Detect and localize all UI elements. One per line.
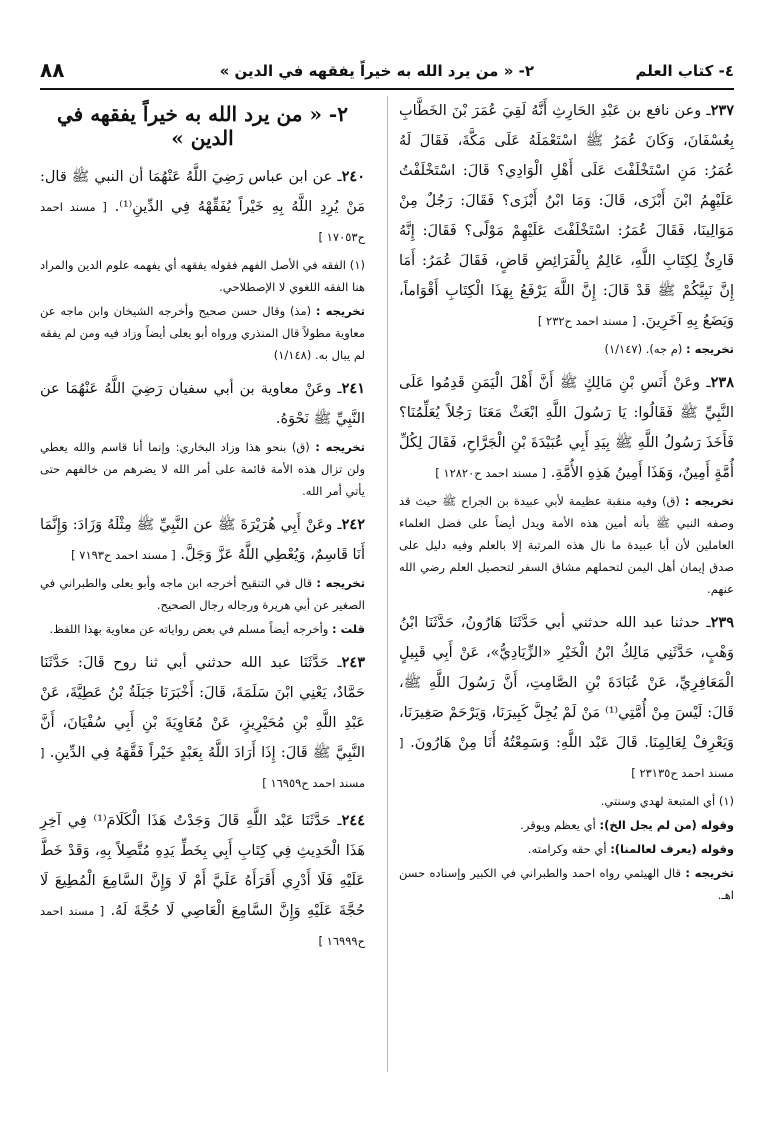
hadith-text: [40, 648, 365, 798]
hadith-entry: [40, 648, 365, 798]
hadith-reference: [ مسند احمد ح١٦٩٥٩ ]: [40, 746, 365, 790]
hadith-number: ٢٤٠: [341, 168, 365, 185]
footnote-text: (١) أي المتبعة لهدي وسنتي.: [600, 794, 734, 808]
hadith-number: ٢٤١: [341, 380, 365, 397]
footnote-text: وأخرجه أيضاً مسلم في بعض رواياته عن معاوية بهذا اللفظ.: [49, 622, 329, 636]
footnote: [40, 572, 365, 616]
footnote: [40, 436, 365, 502]
hadith-entry: [40, 162, 365, 366]
hadith-body: ـ حَدَّثَنَا عبد الله حدثني أبي ثنا روح قَالَ: حَدَّثَنَا حَمَّادٌ، يَعْنِي ابْنَ سَلَمَةَ، قَالَ: أَخْبَرَنَا جَبَلَةُ بْنُ عَطِيَّةَ، عَنْ عَبْدِ اللَّهِ بْنِ مُحَيْرِيزٍ، عَنْ مُعَاوِيَةَ بْنِ أَبِي سُفْيَانَ، أَنَّ النَّبِيَّ ﷺ قَالَ: إِذَا أَرَادَ اللَّهُ بِعَبْدٍ خَيْراً فَقَّهَهُ فِي الدِّينِ.: [40, 655, 366, 761]
hadith-body: ـ وعن نافع بن عَبْدِ الحَارِثِ أَنَّهُ لَقِيَ عُمَرَ بْنَ الخَطَّابِ بِعُسْفَانَ، وَكَانَ عُمَرُ ﷺ اسْتَعْمَلَهُ عَلَى مَكَّةَ، فَقَالَ لَهُ عُمَرُ: مَنِ اسْتَخْلَفْتَ عَلَى أَهْلِ الْوَادِي؟ قَالَ: اسْتَخْلَفْتُ عَلَيْهِمُ ابْنَ أَبْزَى، قَالَ: وَمَا ابْنُ أَبْزَى؟ فَقَالَ: رَجُلٌ مِنْ مَوَالِينَا، فَقَالَ عُمَرُ: اسْتَخْلَفْتَ عَلَيْهِمْ مَوْلًى؟ فَقَالَ: إِنَّهُ قَارِئٌ لِكِتَابِ اللَّهِ، عَالِمٌ بِالْفَرَائِضِ قَاضٍ، فَقَالَ عُمَرُ: أَمَا إِنَّ نَبِيَّكُمْ ﷺ قَدْ قَالَ: إِنَّ اللَّهَ يَرْفَعُ بِهَذَا الْكِتَابِ أَقْوَاماً، وَيَضَعُ بِهِ آخَرِينَ.: [399, 103, 734, 329]
hadith-number: ٢٤٢: [341, 516, 365, 533]
footnote-text: قال في التنقيح أخرجه ابن ماجه وأبو يعلى والطبراني في الصغير عن أبي هريرة ورجاله رجال الصحيح.: [40, 576, 365, 612]
hadith-reference: [ مسند احمد ح٢٣٢ ]: [537, 314, 637, 328]
hadith-entry: [40, 806, 365, 956]
footnote-text: (م جه). (١/١٤٧): [604, 342, 683, 356]
running-header: [40, 58, 734, 84]
footnote-text: (١) الفقه في الأصل الفهم فقوله يفقهه أي يفهمه علوم الدين والمراد هنا الفقه اللغوي لا الإصطلاحي.: [40, 258, 365, 294]
footnote-text: (مذ) وقال حسن صحيح وأخرجه الشيخان وابن ماجه عن معاوية مطولاً قال المنذري ورواه أبو يعلى أيضاً وزاد فيه ومن لم يفقه لم يبال به. (١/١٤٨): [40, 304, 365, 362]
footnote-label: وقوله (من لم يجل الخ):: [599, 818, 734, 832]
footnote-label: تخريجه :: [315, 440, 365, 454]
footnote: [399, 838, 734, 860]
footnote-label: تخريجه :: [684, 494, 734, 508]
hadith-text: [40, 374, 365, 434]
footnote: [40, 618, 365, 640]
hadith-body: ـ حدثنا عبد الله حدثني أبي حَدَّثَنَا هَارُونُ، حَدَّثَنَا ابْنُ وَهْبٍ، حَدَّثَنِي مَالِكُ ابْنُ الْخَيْرِ «الزِّيَادِيُّ»، عَنْ أَبِي قَبِيلٍ الْمَعَافِرِيِّ، عَنْ عُبَادَةَ بْنِ الصَّامِتِ، أَنَّ رَسُولَ اللَّهِ ﷺ، قَالَ: لَيْسَ مِنْ أُمَّتِي⁽¹⁾ مَنْ لَمْ يُجِلَّ كَبِيرَنَا، وَيَرْحَمْ صَغِيرَنَا، وَيَعْرِفْ لِعَالِمِنَا. قَالَ عَبْد اللَّهِ: وَسَمِعْتُهُ أَنَا مِنْ هَارُونَ.: [399, 615, 735, 751]
left-column: [40, 96, 365, 964]
footnote-label: تخريجه :: [686, 342, 734, 356]
hadith-entry: [399, 608, 734, 906]
hadith-number: ٢٤٤: [341, 812, 365, 829]
hadith-entry: [40, 510, 365, 640]
chapter-title: ٢- « من يرد الله به خيراً يفقهه في الدين »: [57, 102, 348, 150]
hadith-entry: [399, 96, 734, 360]
column-divider: [387, 96, 388, 1072]
hadith-text: [399, 608, 734, 788]
hadith-reference: [ مسند احمد ح٧١٩٣ ]: [71, 548, 176, 562]
hadith-body: ـ وعَنْ أَبِي هُرَيْرَةَ ﷺ عن النَّبِيِّ ﷺ مِثْلَهُ وَزَادَ: وَإِنَّمَا أَنَا قَاسِمٌ، وَيُعْطِي اللَّهُ عَزَّ وَجَلَّ.: [40, 517, 365, 563]
footnote-text: أي حقه وكرامته.: [527, 842, 607, 856]
left-column-entries: [40, 162, 365, 956]
footnote: [399, 790, 734, 812]
header-rule: [40, 88, 734, 90]
hadith-text: [40, 806, 365, 956]
chapter-running-title: ٢- « من يرد الله به خيراً يفقهه في الدين »: [219, 62, 534, 80]
hadith-reference: [ مسند احمد ح١٢٨٢٠ ]: [435, 466, 547, 480]
footnote: [399, 814, 734, 836]
hadith-reference: [ مسند احمد ح١٧٠٥٣ ]: [40, 200, 365, 244]
footnote: [399, 338, 734, 360]
footnote: [40, 300, 365, 366]
hadith-number: ٢٣٨: [710, 374, 734, 391]
footnote-text: (ق) بنحو هذا وزاد البخاري: وإنما أنا قاسم والله يعطي ولن تزال هذه الأمة قائمة على أمر الله لا يضرهم من خالفهم حتى يأتي أمر الله.: [40, 440, 365, 498]
hadith-reference: [ مسند احمد ح٢٣١٣٥ ]: [399, 736, 734, 780]
hadith-text: [399, 368, 734, 488]
hadith-number: ٢٤٣: [341, 654, 365, 671]
right-column: [399, 96, 734, 914]
footnote-label: وقوله (يعرف لعالمنا):: [610, 842, 734, 856]
hadith-body: ـ حَدَّثَنَا عَبْد اللَّهِ قَالَ وَجَدْتُ هَذَا الْكَلَامَ⁽¹⁾ فِي آخِرِ هَذَا الْحَدِيثِ فِي كِتَابِ أَبِي بِخَطِّ يَدِهِ مُتَّصِلاً بِهِ، وَقَدْ خَطَّ عَلَيْهِ فَلَا أَدْرِي أَقَرَأَهُ عَلَيَّ أَمْ لَا وَإِنَّ السَّامِعَ الْمُطِيعَ لَا حُجَّةَ عَلَيْهِ وَإِنَّ السَّامِعَ الْعَاصِي لَا حُجَّةَ لَهُ.: [40, 813, 366, 919]
hadith-text: [40, 510, 365, 570]
hadith-body: ـ عن ابن عباس رَضِيَ اللَّهُ عَنْهُمَا أن النبي ﷺ قال: مَنْ يُرِدِ اللَّهُ بِهِ خَيْراً يُفَقِّهْهُ فِي الدِّينِ⁽¹⁾.: [40, 169, 365, 215]
footnote-label: تخريجه :: [685, 866, 734, 880]
hadith-number: ٢٣٧: [710, 102, 734, 119]
hadith-body: ـ وعَنْ معاوية بن أبي سفيان رَضِيَ اللَّهُ عَنْهُمَا عن النَّبِيِّ ﷺ نَحْوَهُ.: [40, 381, 365, 427]
page-number: ٨٨: [40, 58, 65, 82]
hadith-entry: [399, 368, 734, 600]
hadith-body: ـ وعَنْ أَنَسِ بْنِ مَالِكٍ ﷺ أَنَّ أَهْلَ الْيَمَنِ قَدِمُوا عَلَى النَّبِيِّ ﷺ فَقَالُوا: يَا رَسُولَ اللَّهِ ابْعَثْ مَعَنَا رَجُلاً يُعَلِّمُنَا؟ فَأَخَذَ رَسُولُ اللَّهِ ﷺ بِيَدِ أَبِي عُبَيْدَةَ بْنِ الْجَرَّاحِ، فَقَالَ لِكُلِّ أُمَّةٍ أَمِينٌ، وَهَذَا أَمِينُ هَذِهِ الأُمَّةِ.: [399, 375, 734, 481]
footnote-text: أي يعظم ويوقر.: [520, 818, 596, 832]
hadith-text: [40, 162, 365, 252]
book-title: ٤- كتاب العلم: [635, 62, 734, 80]
footnote-label: تخريجه :: [316, 576, 366, 590]
footnote-label: قلت :: [331, 622, 365, 636]
footnote-text: قال الهيثمي رواه احمد والطبراني في الكبير وإسناده حسن اهـ.: [399, 866, 734, 902]
footnote: [40, 254, 365, 298]
hadith-entry: [40, 374, 365, 502]
footnote: [399, 862, 734, 906]
hadith-text: [399, 96, 734, 336]
footnote-label: تخريجه :: [315, 304, 365, 318]
footnote-text: (ق) وفيه منقبة عظيمة لأبي عبيدة بن الجراح ﷺ حيث قد وصفه النبي ﷺ بأنه أمين هذه الأمة ويدل أيضاً على فضل العلماء العاملين لأن أبا عبيدة ما نال هذه المرتبة إلا بالعلم وفيه دليل على صدق إيمان أهل اليمن لتحملهم مشاق السفر لتحصيل العلم رضي الله عنهم.: [399, 494, 734, 596]
hadith-number: ٢٣٩: [710, 614, 734, 631]
footnote: [399, 490, 734, 600]
hadith-reference: [ مسند احمد ح١٦٩٩٩ ]: [40, 904, 365, 948]
